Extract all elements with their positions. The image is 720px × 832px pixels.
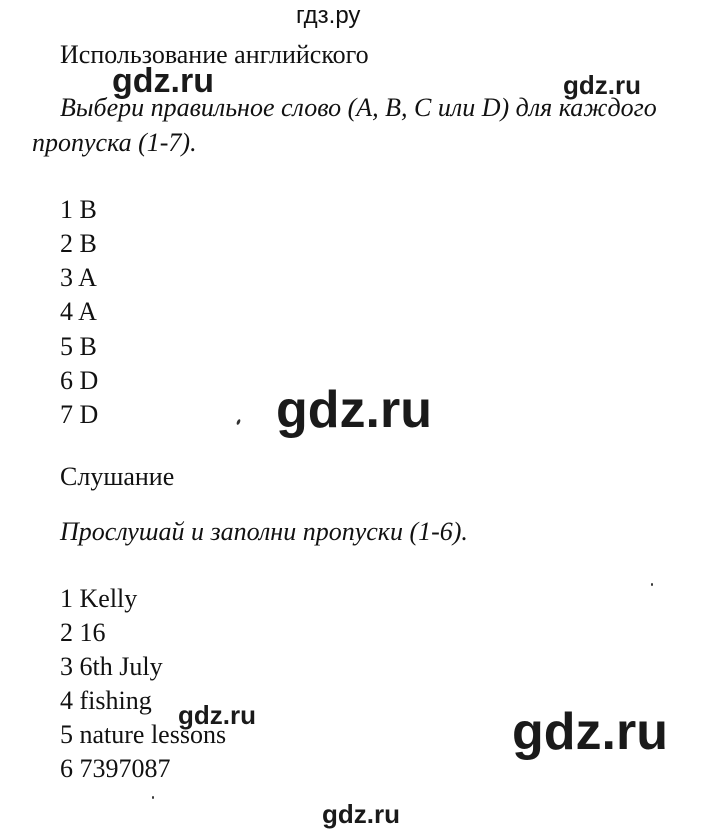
watermark-right: gdz.ru [563,70,641,100]
answer-item: 4 fishing [60,686,152,715]
answer-item: 2 16 [60,618,106,647]
watermark-large: gdz.ru [512,703,668,761]
answer-item: 6 7397087 [60,754,171,783]
answer-item: 5 B [60,332,97,361]
answer-item: 4 A [60,297,97,326]
site-header: гдз.ру [296,2,361,29]
watermark-bottom: gdz.ru [322,799,400,829]
section-title-listening: Слушание [60,462,175,491]
watermark-center: gdz.ru [276,381,432,439]
answer-item: 1 B [60,195,97,224]
watermark-small: gdz.ru [178,700,256,730]
scan-speck [651,583,653,586]
scan-speck [236,419,241,426]
answer-item: 5 nature lessons [60,720,227,749]
instruction-line-2: пропуска (1-7). [32,128,197,157]
answer-item: 7 D [60,400,99,429]
answer-item: 3 6th July [60,652,163,681]
answer-item: 2 B [60,229,97,258]
scan-speck [152,796,154,799]
answer-item: 6 D [60,366,99,395]
answer-item: 3 A [60,263,97,292]
answer-item: 1 Kelly [60,584,138,613]
watermark-left: gdz.ru [112,62,214,100]
instruction-line-1: Выбери правильное слово (A, B, C или D) для каждого [60,93,657,122]
instruction-listening: Прослушай и заполни пропуски (1-6). [60,517,468,546]
section-title-english-usage: Использование английского [60,40,369,69]
